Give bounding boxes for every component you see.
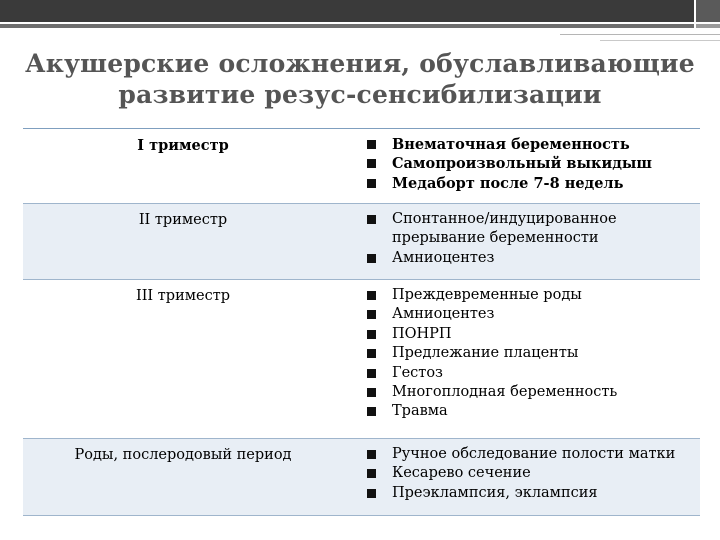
- bullet-icon: [367, 159, 376, 168]
- complications-table: [23, 128, 700, 516]
- bullet-icon: [367, 140, 376, 149]
- bullet-icon: [367, 330, 376, 339]
- bullet-icon: [367, 489, 376, 498]
- list-item: Кесарево сечение: [367, 464, 700, 483]
- list-item: Внематочная беременность: [367, 135, 700, 154]
- complication-list: [343, 280, 700, 438]
- list-item: Преэклампсия, эклампсия: [367, 484, 700, 503]
- list-item: Ручное обследование полости матки: [367, 445, 700, 464]
- decorative-rule-2: [600, 40, 720, 41]
- bullet-icon: [367, 291, 376, 300]
- list-item: Амниоцентез: [367, 305, 700, 324]
- list-item: Медаборт после 7-8 недель: [367, 174, 700, 193]
- bullet-icon: [367, 469, 376, 478]
- bullet-icon: [367, 179, 376, 188]
- bullet-icon: [367, 349, 376, 358]
- list-item: Травма: [367, 402, 700, 421]
- table-row: [23, 280, 700, 439]
- header-bar-light: [696, 0, 720, 22]
- list-item: Предлежание плаценты: [367, 344, 700, 363]
- complication-list: [343, 439, 700, 515]
- bullet-icon: [367, 450, 376, 459]
- period-label: III триместр: [135, 288, 231, 304]
- bullet-icon: [367, 369, 376, 378]
- complication-list: [343, 204, 700, 279]
- bullet-icon: [367, 388, 376, 397]
- decorative-rule: [560, 34, 720, 35]
- bullet-icon: [367, 254, 376, 263]
- list-item: Амниоцентез: [367, 249, 700, 268]
- slide-title: Акушерские осложнения, обуславливающие развитие резус-сенсибилизации: [25, 49, 695, 109]
- period-label: II триместр: [138, 212, 228, 228]
- accent-line: [0, 24, 694, 28]
- table-row: [23, 439, 700, 516]
- table-row: [23, 129, 700, 204]
- table-row: [23, 204, 700, 280]
- accent-line-right: [696, 24, 720, 28]
- bullet-icon: [367, 310, 376, 319]
- list-item: Многоплодная беременность: [367, 383, 700, 402]
- list-item: Гестоз: [367, 364, 700, 383]
- list-item: Преждевременные роды: [367, 286, 700, 305]
- period-label: I триместр: [137, 137, 229, 154]
- list-item: Самопроизвольный выкидыш: [367, 154, 700, 173]
- top-decoration: [0, 0, 720, 24]
- bullet-icon: [367, 215, 376, 224]
- list-item: ПОНРП: [367, 325, 700, 344]
- complication-list: [343, 129, 700, 203]
- list-item: Спонтанное/индуцированное прерывание беременности: [367, 210, 700, 249]
- header-bar-dark: [0, 0, 694, 22]
- bullet-icon: [367, 407, 376, 416]
- period-label: Роды, послеродовый период: [74, 447, 292, 463]
